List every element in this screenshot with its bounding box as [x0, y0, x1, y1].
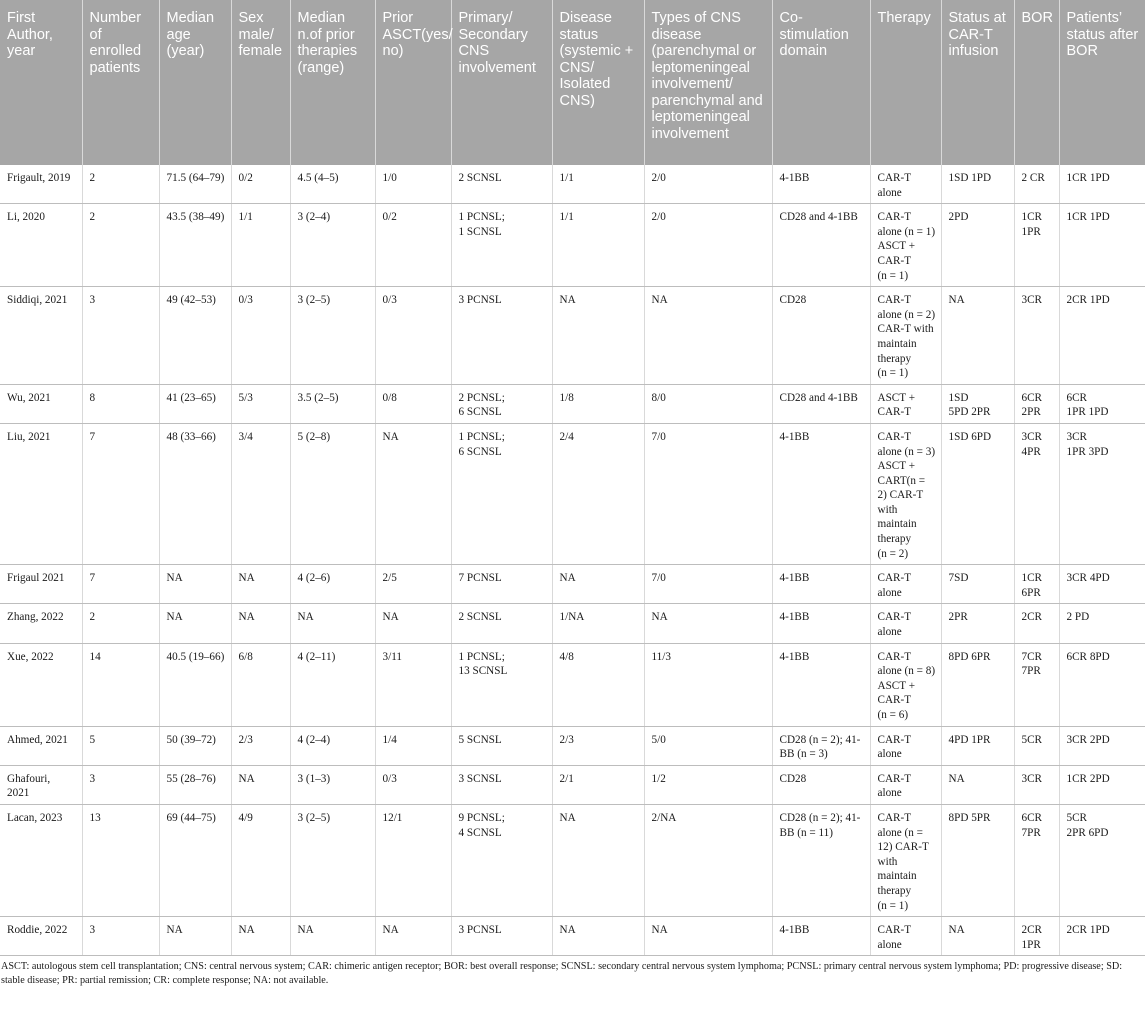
table-cell: 4 (2–6)	[290, 565, 375, 604]
table-cell: 2CR	[1014, 604, 1059, 643]
table-cell: 7/0	[644, 423, 772, 564]
table-cell: 2PD	[941, 204, 1014, 287]
table-cell: 8PD 5PR	[941, 804, 1014, 916]
table-cell: 1/2	[644, 765, 772, 804]
table-cell: 3 (2–5)	[290, 287, 375, 385]
table-cell: 0/2	[231, 165, 290, 204]
table-cell: NA	[552, 917, 644, 956]
table-cell: 4PD 1PR	[941, 726, 1014, 765]
table-row	[0, 765, 1145, 804]
table-cell: CAR-T alone	[870, 565, 941, 604]
table-cell: 6CR 7PR	[1014, 804, 1059, 916]
table-cell: NA	[159, 604, 231, 643]
table-cell: 1CR 2PD	[1059, 765, 1145, 804]
table-cell: Liu, 2021	[0, 423, 82, 564]
table-cell: 5CR	[1014, 726, 1059, 765]
table-cell: 7 PCNSL	[451, 565, 552, 604]
table-cell: 1/NA	[552, 604, 644, 643]
table-cell: 3	[82, 287, 159, 385]
table-cell: 1 PCNSL; 1 SCNSL	[451, 204, 552, 287]
table-cell: CAR-T alone	[870, 917, 941, 956]
table-cell: 2CR 1PD	[1059, 287, 1145, 385]
table-cell: 0/8	[375, 384, 451, 423]
table-cell: CAR-T alone	[870, 604, 941, 643]
table-cell: 2 PCNSL; 6 SCNSL	[451, 384, 552, 423]
table-cell: 2 SCNSL	[451, 604, 552, 643]
table-row	[0, 423, 1145, 564]
table-cell: NA	[552, 287, 644, 385]
table-cell: 4-1BB	[772, 423, 870, 564]
table-row	[0, 165, 1145, 204]
table-cell: 6CR 1PR 1PD	[1059, 384, 1145, 423]
table-cell: 0/3	[375, 765, 451, 804]
table-cell: NA	[375, 423, 451, 564]
table-cell: NA	[375, 604, 451, 643]
table-cell: CD28	[772, 287, 870, 385]
table-cell: 55 (28–76)	[159, 765, 231, 804]
table-cell: 4 (2–4)	[290, 726, 375, 765]
table-cell: NA	[644, 287, 772, 385]
table-cell: 3 PCNSL	[451, 287, 552, 385]
table-cell: CAR-T alone (n = 2) CAR-T with maintain therapy (n = 1)	[870, 287, 941, 385]
table-cell: CD28 (n = 2); 41- BB (n = 3)	[772, 726, 870, 765]
table-cell: 3CR 4PD	[1059, 565, 1145, 604]
table-cell: 5CR 2PR 6PD	[1059, 804, 1145, 916]
table-cell: CD28	[772, 765, 870, 804]
table-row	[0, 643, 1145, 726]
column-header: Patients’ status after BOR	[1059, 0, 1145, 165]
table-cell: 43.5 (38–49)	[159, 204, 231, 287]
table-cell: NA	[290, 604, 375, 643]
table-cell: NA	[231, 604, 290, 643]
column-header: Prior ASCT(yes/ no)	[375, 0, 451, 165]
table-cell: 2/NA	[644, 804, 772, 916]
table-cell: 8PD 6PR	[941, 643, 1014, 726]
table-cell: Siddiqi, 2021	[0, 287, 82, 385]
table-cell: 1CR 6PR	[1014, 565, 1059, 604]
column-header: Median age (year)	[159, 0, 231, 165]
table-cell: 3CR	[1014, 287, 1059, 385]
table-cell: CAR-T alone (n = 12) CAR-T with maintain therapy (n = 1)	[870, 804, 941, 916]
table-cell: 4-1BB	[772, 917, 870, 956]
table-cell: CAR-T alone (n = 1) ASCT + CAR-T (n = 1)	[870, 204, 941, 287]
table-cell: 7	[82, 565, 159, 604]
table-row	[0, 804, 1145, 916]
table-cell: NA	[159, 565, 231, 604]
table-cell: 1 PCNSL; 6 SCNSL	[451, 423, 552, 564]
table-cell: 3/4	[231, 423, 290, 564]
table-cell: NA	[231, 917, 290, 956]
table-cell: 2/1	[552, 765, 644, 804]
column-header: Status at CAR-T infusion	[941, 0, 1014, 165]
table-cell: 3CR 1PR 3PD	[1059, 423, 1145, 564]
table-cell: 3	[82, 917, 159, 956]
table-cell: 2/3	[552, 726, 644, 765]
table-cell: NA	[290, 917, 375, 956]
column-header: Median n.of prior therapies (range)	[290, 0, 375, 165]
table-cell: 2CR 1PR	[1014, 917, 1059, 956]
column-header: Primary/ Secondary CNS involvement	[451, 0, 552, 165]
table-cell: CD28 and 4-1BB	[772, 204, 870, 287]
table-cell: 6CR 8PD	[1059, 643, 1145, 726]
table-cell: CD28 and 4-1BB	[772, 384, 870, 423]
table-cell: 2	[82, 165, 159, 204]
table-cell: 3CR 2PD	[1059, 726, 1145, 765]
table-cell: 48 (33–66)	[159, 423, 231, 564]
table-row	[0, 204, 1145, 287]
table-cell: 2/0	[644, 165, 772, 204]
table-row	[0, 287, 1145, 385]
table-cell: Frigault, 2019	[0, 165, 82, 204]
table-cell: NA	[375, 917, 451, 956]
table-row	[0, 565, 1145, 604]
table-cell: NA	[644, 604, 772, 643]
table-cell: Zhang, 2022	[0, 604, 82, 643]
column-header: Sex male/ female	[231, 0, 290, 165]
table-cell: 5 (2–8)	[290, 423, 375, 564]
table-cell: Lacan, 2023	[0, 804, 82, 916]
table-row	[0, 384, 1145, 423]
table-cell: Ahmed, 2021	[0, 726, 82, 765]
table-cell: 1/4	[375, 726, 451, 765]
table-cell: 50 (39–72)	[159, 726, 231, 765]
table-cell: 12/1	[375, 804, 451, 916]
table-cell: 3 (2–4)	[290, 204, 375, 287]
table-cell: 13	[82, 804, 159, 916]
table-cell: CAR-T alone	[870, 765, 941, 804]
table-cell: 71.5 (64–79)	[159, 165, 231, 204]
table-body	[0, 165, 1145, 956]
table-cell: 5 SCNSL	[451, 726, 552, 765]
table-cell: 1CR 1PR	[1014, 204, 1059, 287]
table-cell: 4/8	[552, 643, 644, 726]
table-cell: Ghafouri, 2021	[0, 765, 82, 804]
table-row	[0, 726, 1145, 765]
table-cell: NA	[941, 765, 1014, 804]
table-cell: 4/9	[231, 804, 290, 916]
table-cell: 5	[82, 726, 159, 765]
table-cell: NA	[552, 565, 644, 604]
column-header: Therapy	[870, 0, 941, 165]
table-cell: 4-1BB	[772, 643, 870, 726]
table-cell: 1SD 1PD	[941, 165, 1014, 204]
table-cell: 2/3	[231, 726, 290, 765]
table-cell: 11/3	[644, 643, 772, 726]
table-cell: 0/3	[231, 287, 290, 385]
table-cell: 1/1	[552, 204, 644, 287]
table-cell: 2	[82, 604, 159, 643]
table-cell: 1CR 1PD	[1059, 204, 1145, 287]
table-cell: 40.5 (19–66)	[159, 643, 231, 726]
table-cell: 69 (44–75)	[159, 804, 231, 916]
table-cell: 4 (2–11)	[290, 643, 375, 726]
column-header: Number of enrolled patients	[82, 0, 159, 165]
table-cell: NA	[231, 565, 290, 604]
table-cell: 5/3	[231, 384, 290, 423]
table-cell: Roddie, 2022	[0, 917, 82, 956]
table-cell: NA	[941, 287, 1014, 385]
table-cell: 9 PCNSL; 4 SCNSL	[451, 804, 552, 916]
table-cell: 4-1BB	[772, 165, 870, 204]
table-cell: 1/1	[552, 165, 644, 204]
table-cell: 3 PCNSL	[451, 917, 552, 956]
table-cell: 3 (1–3)	[290, 765, 375, 804]
table-cell: NA	[552, 804, 644, 916]
column-header: Types of CNS disease (parenchymal or leptomeningeal involvement/ parenchymal and leptomeningeal involvement	[644, 0, 772, 165]
table-cell: 1SD 6PD	[941, 423, 1014, 564]
column-header: Co-stimulation domain	[772, 0, 870, 165]
table-row	[0, 604, 1145, 643]
table-cell: ASCT + CAR-T	[870, 384, 941, 423]
table-cell: 2/4	[552, 423, 644, 564]
table-cell: 1CR 1PD	[1059, 165, 1145, 204]
table-cell: 7SD	[941, 565, 1014, 604]
table-cell: CD28 (n = 2); 41- BB (n = 11)	[772, 804, 870, 916]
table-cell: 1/8	[552, 384, 644, 423]
table-cell: 1/1	[231, 204, 290, 287]
table-cell: 8	[82, 384, 159, 423]
table-cell: CAR-T alone	[870, 165, 941, 204]
table-cell: 0/2	[375, 204, 451, 287]
table-cell: 2/5	[375, 565, 451, 604]
table-cell: 49 (42–53)	[159, 287, 231, 385]
table-cell: 2	[82, 204, 159, 287]
table-cell: Frigaul 2021	[0, 565, 82, 604]
table-cell: 2 PD	[1059, 604, 1145, 643]
table-cell: 3.5 (2–5)	[290, 384, 375, 423]
table-cell: CAR-T alone (n = 3) ASCT + CART(n = 2) CAR-T with maintain therapy (n = 2)	[870, 423, 941, 564]
table-cell: CAR-T alone	[870, 726, 941, 765]
header-row	[0, 0, 1145, 165]
column-header: BOR	[1014, 0, 1059, 165]
table-cell: 14	[82, 643, 159, 726]
table-cell: 4-1BB	[772, 565, 870, 604]
table-cell: 0/3	[375, 287, 451, 385]
table-cell: 1/0	[375, 165, 451, 204]
table-cell: NA	[644, 917, 772, 956]
table-cell: Li, 2020	[0, 204, 82, 287]
column-header: Disease status (systemic + CNS/ Isolated CNS)	[552, 0, 644, 165]
footnote: ASCT: autologous stem cell transplantation; CNS: central nervous system; CAR: chimeric antigen receptor; BOR: best overall response; SCNSL: secondary central nervous system lymphoma; PCNSL: primary central nervous system lymphoma; PD: progressive disease; SD: stable disease; PR: partial remission; CR: complete response; NA: not available.	[1, 961, 1123, 987]
table-cell: Wu, 2021	[0, 384, 82, 423]
column-header: First Author, year	[0, 0, 82, 165]
table-cell: 3 (2–5)	[290, 804, 375, 916]
table-cell: 3/11	[375, 643, 451, 726]
table-cell: 7	[82, 423, 159, 564]
table-cell: 2CR 1PD	[1059, 917, 1145, 956]
table-cell: 5/0	[644, 726, 772, 765]
table-cell: 6/8	[231, 643, 290, 726]
table-cell: 2/0	[644, 204, 772, 287]
table-cell: Xue, 2022	[0, 643, 82, 726]
table-cell: 2 CR	[1014, 165, 1059, 204]
table-cell: 7/0	[644, 565, 772, 604]
table-cell: NA	[159, 917, 231, 956]
table-cell: 3 SCNSL	[451, 765, 552, 804]
table-cell: 4.5 (4–5)	[290, 165, 375, 204]
table-cell: 2 SCNSL	[451, 165, 552, 204]
table-cell: 1SD 5PD 2PR	[941, 384, 1014, 423]
table-cell: 3	[82, 765, 159, 804]
table-cell: 2PR	[941, 604, 1014, 643]
table-row	[0, 917, 1145, 956]
table-cell: NA	[231, 765, 290, 804]
table-cell: 41 (23–65)	[159, 384, 231, 423]
table-cell: 1 PCNSL; 13 SCNSL	[451, 643, 552, 726]
table-cell: 8/0	[644, 384, 772, 423]
table-cell: NA	[941, 917, 1014, 956]
table-cell: 3CR 4PR	[1014, 423, 1059, 564]
table-cell: 6CR 2PR	[1014, 384, 1059, 423]
table-cell: CAR-T alone (n = 8) ASCT + CAR-T (n = 6)	[870, 643, 941, 726]
table-cell: 4-1BB	[772, 604, 870, 643]
table-cell: 7CR 7PR	[1014, 643, 1059, 726]
table-cell: 3CR	[1014, 765, 1059, 804]
